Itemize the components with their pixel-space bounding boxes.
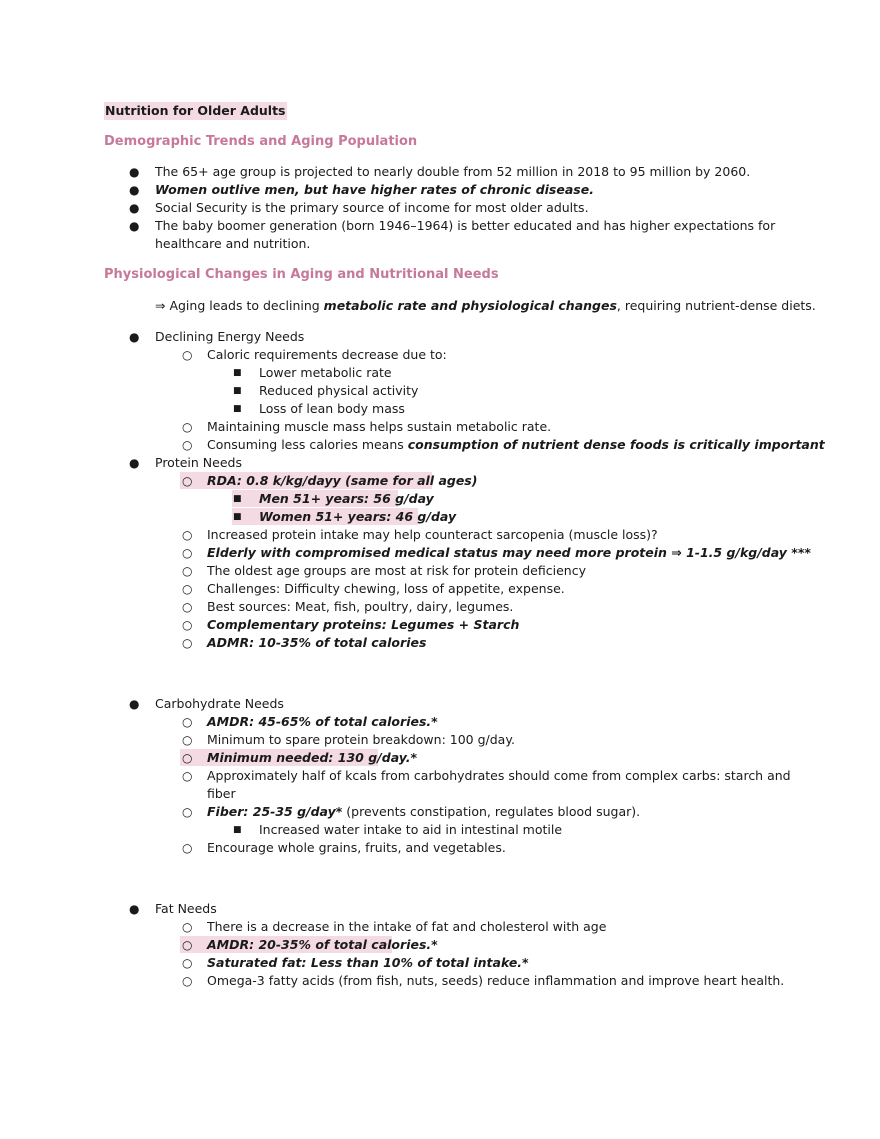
circle-marker: ○ bbox=[182, 420, 193, 434]
square-marker: ■ bbox=[233, 825, 242, 835]
list-item-protein: Protein Needs bbox=[155, 455, 242, 470]
list-item: Social Security is the primary source of income for most older adults. bbox=[155, 200, 589, 215]
list-item: Maintaining muscle mass helps sustain metabolic rate. bbox=[207, 419, 552, 434]
list-item: Approximately half of kcals from carbohydrates should come from complex carbs: starch and bbox=[207, 768, 791, 783]
circle-marker: ○ bbox=[182, 636, 193, 650]
list-item: Reduced physical activity bbox=[259, 383, 419, 398]
list-item: Women 51+ years: 46 g/day bbox=[259, 509, 457, 524]
bullet-marker: ● bbox=[129, 201, 140, 215]
list-item: Increased protein intake may help counteract sarcopenia (muscle loss)? bbox=[207, 527, 658, 542]
intro-line: ⇒ Aging leads to declining metabolic rate and physiological changes, requiring nutrient-dense diets. bbox=[155, 298, 816, 313]
list-item: Minimum needed: 130 g/day.* bbox=[207, 750, 418, 765]
heading-physiology: Physiological Changes in Aging and Nutritional Needs bbox=[104, 267, 499, 282]
circle-marker: ○ bbox=[182, 438, 193, 452]
list-item: Consuming less calories means consumption of nutrient dense foods is critically important bbox=[207, 437, 825, 452]
list-item-energy: Declining Energy Needs bbox=[155, 329, 305, 344]
circle-marker: ○ bbox=[182, 582, 193, 596]
square-marker: ■ bbox=[233, 512, 242, 522]
list-item-continuation: healthcare and nutrition. bbox=[155, 236, 311, 251]
list-item: AMDR: 45-65% of total calories.* bbox=[207, 714, 438, 729]
list-item: AMDR: 20-35% of total calories.* bbox=[207, 937, 438, 952]
circle-marker: ○ bbox=[182, 715, 193, 729]
circle-marker: ○ bbox=[182, 474, 193, 488]
circle-marker: ○ bbox=[182, 956, 193, 970]
circle-marker: ○ bbox=[182, 564, 193, 578]
heading-demographics: Demographic Trends and Aging Population bbox=[104, 134, 418, 149]
bullet-marker: ● bbox=[129, 330, 140, 344]
list-item: There is a decrease in the intake of fat and cholesterol with age bbox=[207, 919, 607, 934]
circle-marker: ○ bbox=[182, 938, 193, 952]
bullet-marker: ● bbox=[129, 902, 140, 916]
bullet-marker: ● bbox=[129, 697, 140, 711]
list-item-carbs: Carbohydrate Needs bbox=[155, 696, 284, 711]
bullet-marker: ● bbox=[129, 456, 140, 470]
list-item: Elderly with compromised medical status may need more protein ⇒ 1-1.5 g/kg/day *** bbox=[207, 545, 811, 560]
list-item: Fiber: 25-35 g/day* (prevents constipation, regulates blood sugar). bbox=[207, 804, 641, 819]
circle-marker: ○ bbox=[182, 974, 193, 988]
square-marker: ■ bbox=[233, 386, 242, 396]
square-marker: ■ bbox=[233, 494, 242, 504]
list-item: Challenges: Difficulty chewing, loss of appetite, expense. bbox=[207, 581, 565, 596]
circle-marker: ○ bbox=[182, 769, 193, 783]
circle-marker: ○ bbox=[182, 920, 193, 934]
document-title: Nutrition for Older Adults bbox=[105, 103, 286, 118]
list-item: Caloric requirements decrease due to: bbox=[207, 347, 447, 362]
circle-marker: ○ bbox=[182, 841, 193, 855]
square-marker: ■ bbox=[233, 404, 242, 414]
list-item: Lower metabolic rate bbox=[259, 365, 392, 380]
list-item: The 65+ age group is projected to nearly double from 52 million in 2018 to 95 million by 2060. bbox=[155, 164, 751, 179]
list-item: Encourage whole grains, fruits, and vegetables. bbox=[207, 840, 506, 855]
circle-marker: ○ bbox=[182, 733, 193, 747]
list-item: Men 51+ years: 56 g/day bbox=[259, 491, 434, 506]
circle-marker: ○ bbox=[182, 805, 193, 819]
list-item-continuation: fiber bbox=[207, 786, 236, 801]
list-item: The oldest age groups are most at risk for protein deficiency bbox=[207, 563, 586, 578]
list-item: Loss of lean body mass bbox=[259, 401, 405, 416]
list-item: Best sources: Meat, fish, poultry, dairy, legumes. bbox=[207, 599, 514, 614]
bullet-marker: ● bbox=[129, 183, 140, 197]
circle-marker: ○ bbox=[182, 600, 193, 614]
list-item: ADMR: 10-35% of total calories bbox=[207, 635, 427, 650]
list-item: Increased water intake to aid in intestinal motile bbox=[259, 822, 563, 837]
list-item: Omega-3 fatty acids (from fish, nuts, seeds) reduce inflammation and improve heart health. bbox=[207, 973, 785, 988]
list-item: Complementary proteins: Legumes + Starch bbox=[207, 617, 520, 632]
circle-marker: ○ bbox=[182, 528, 193, 542]
square-marker: ■ bbox=[233, 368, 242, 378]
list-item: Women outlive men, but have higher rates of chronic disease. bbox=[155, 182, 594, 197]
circle-marker: ○ bbox=[182, 348, 193, 362]
list-item: Minimum to spare protein breakdown: 100 g/day. bbox=[207, 732, 515, 747]
list-item: RDA: 0.8 k/kg/dayy (same for all ages) bbox=[207, 473, 478, 488]
circle-marker: ○ bbox=[182, 546, 193, 560]
circle-marker: ○ bbox=[182, 618, 193, 632]
list-item-fat: Fat Needs bbox=[155, 901, 217, 916]
list-item: Saturated fat: Less than 10% of total intake.* bbox=[207, 955, 529, 970]
bullet-marker: ● bbox=[129, 165, 140, 179]
circle-marker: ○ bbox=[182, 751, 193, 765]
bullet-marker: ● bbox=[129, 219, 140, 233]
list-item: The baby boomer generation (born 1946–1964) is better educated and has higher expectations for bbox=[155, 218, 776, 233]
